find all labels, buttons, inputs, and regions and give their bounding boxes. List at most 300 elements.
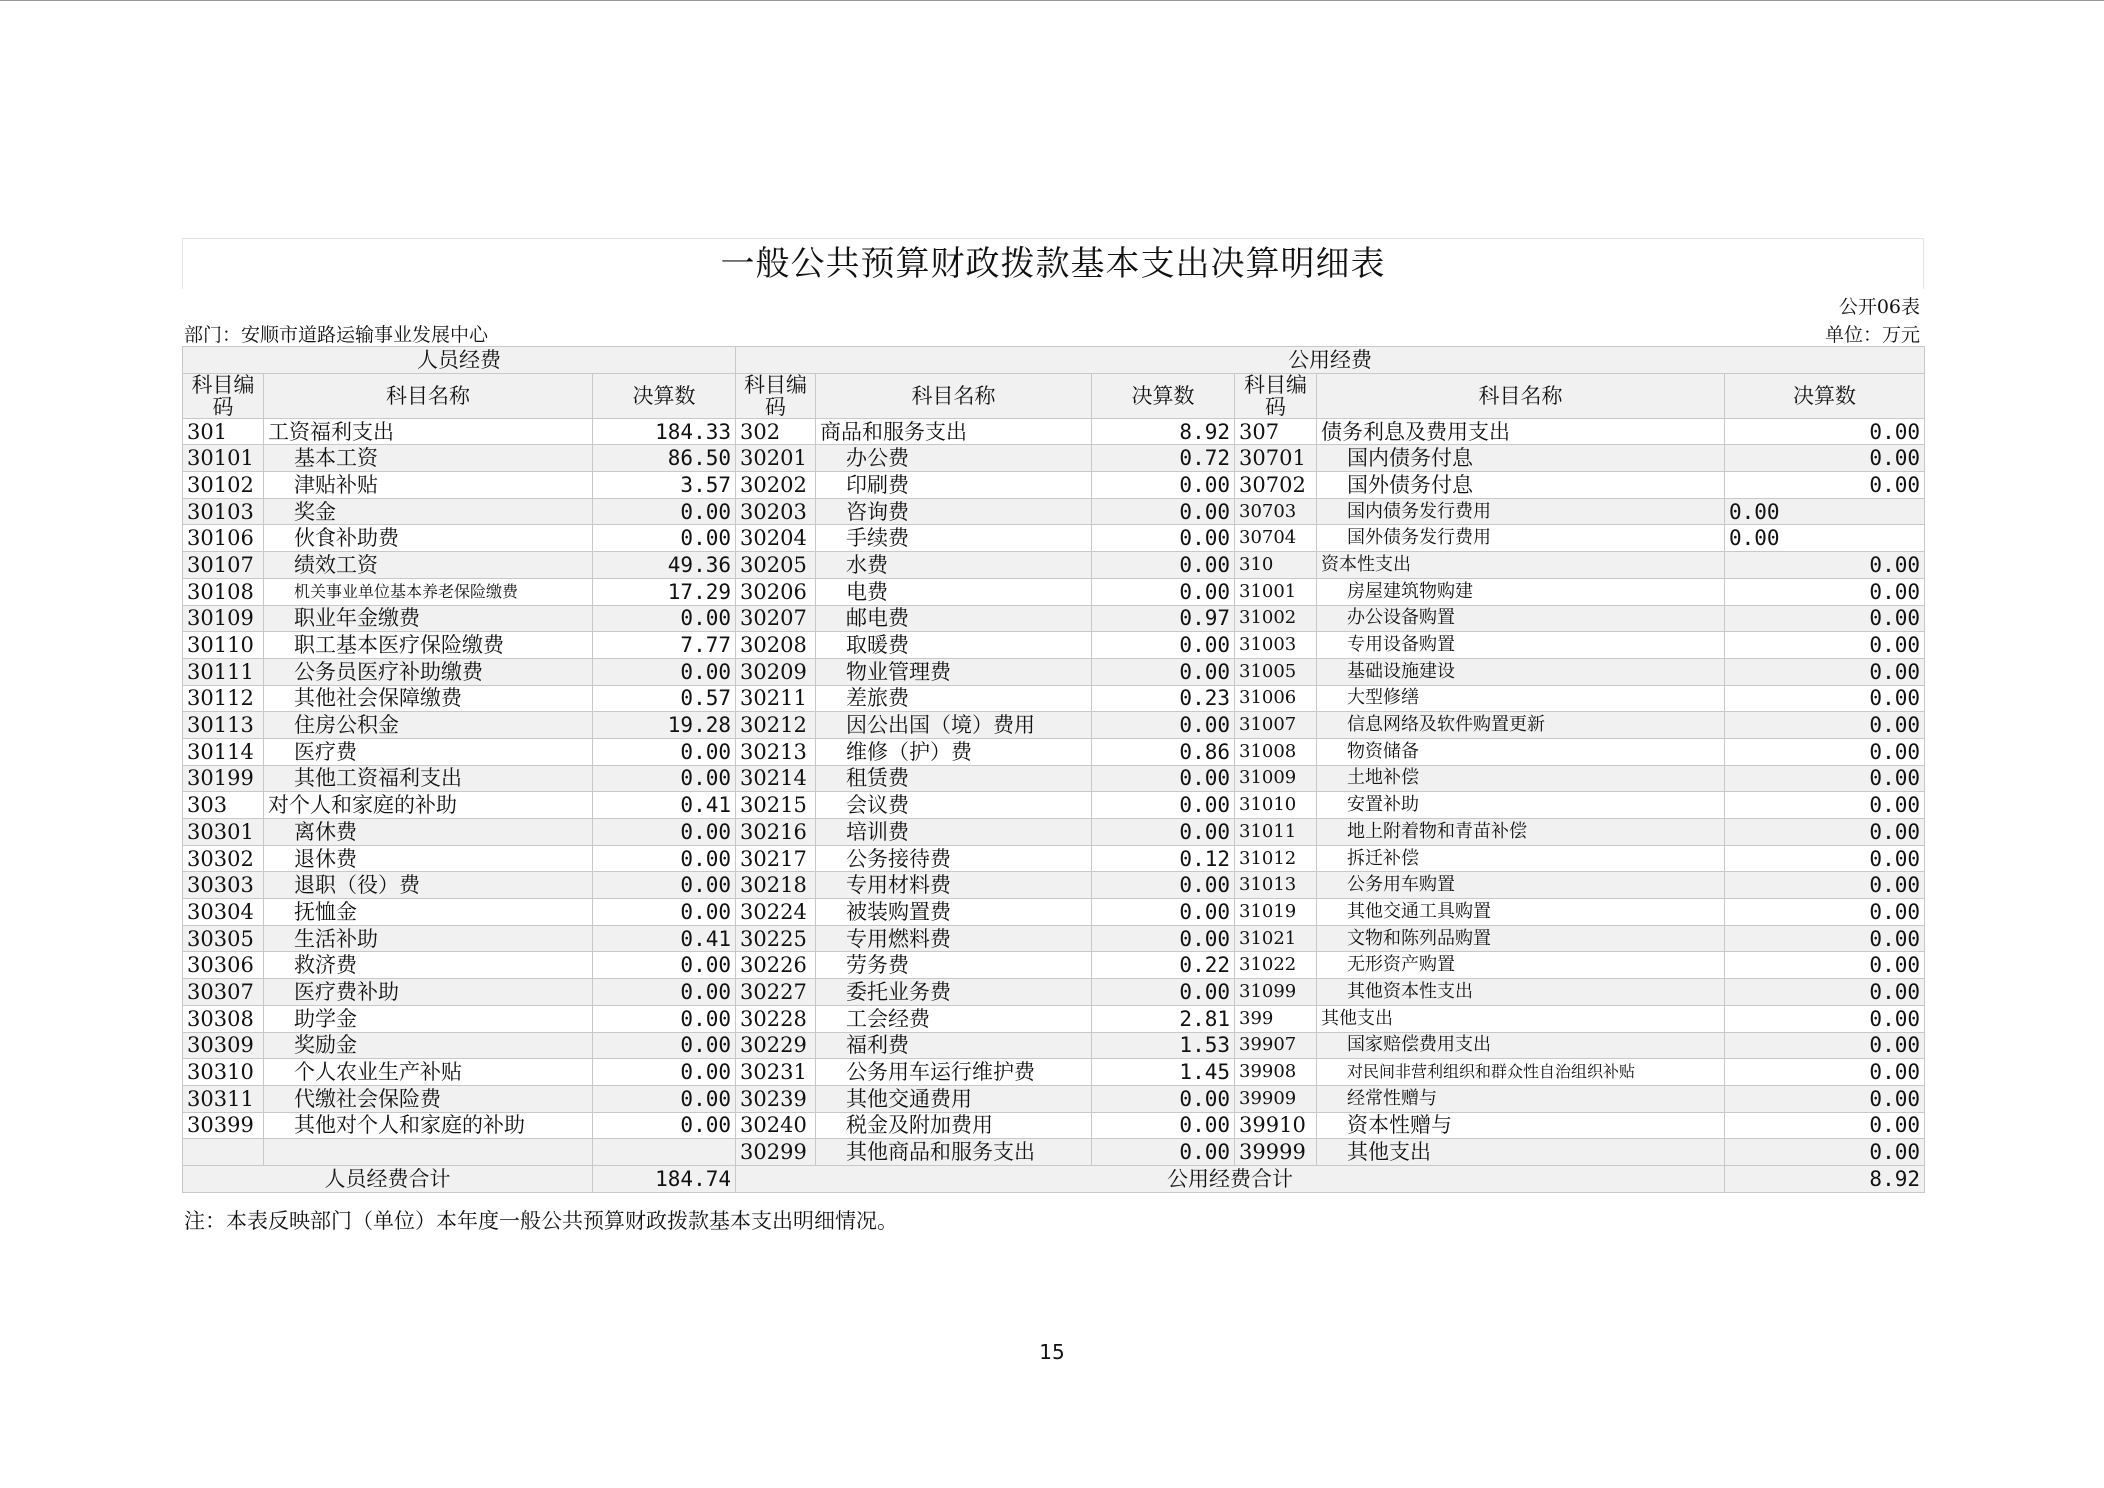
goods-code-cell: 30216 <box>736 819 816 846</box>
other-amount-cell: 0.00 <box>1725 1112 1925 1139</box>
goods-name-cell: 咨询费 <box>816 498 1092 525</box>
personnel-name-cell: 伙食补助费 <box>264 525 593 552</box>
goods-amount-cell: 0.00 <box>1092 632 1235 659</box>
other-code-cell: 31011 <box>1235 819 1317 846</box>
personnel-amount-cell: 184.33 <box>593 418 736 445</box>
personnel-code-cell: 30307 <box>183 979 264 1006</box>
other-name-cell: 专用设备购置 <box>1317 632 1725 659</box>
other-amount-cell: 0.00 <box>1725 445 1925 472</box>
personnel-total-label: 人员经费合计 <box>183 1165 593 1192</box>
public-total-value: 8.92 <box>1725 1165 1925 1192</box>
goods-amount-cell: 0.00 <box>1092 1112 1235 1139</box>
goods-amount-cell: 0.12 <box>1092 845 1235 872</box>
other-name-cell: 安置补助 <box>1317 792 1725 819</box>
goods-amount-cell: 0.00 <box>1092 925 1235 952</box>
table-row <box>183 552 1925 579</box>
name-header: 科目名称 <box>1317 373 1725 418</box>
goods-code-cell: 30203 <box>736 498 816 525</box>
other-name-cell: 其他支出 <box>1317 1005 1725 1032</box>
personnel-amount-cell: 0.00 <box>593 765 736 792</box>
personnel-amount-cell: 0.00 <box>593 1005 736 1032</box>
other-amount-cell: 0.00 <box>1725 498 1925 525</box>
goods-name-cell: 专用燃料费 <box>816 925 1092 952</box>
footnote: 注：本表反映部门（单位）本年度一般公共预算财政拨款基本支出明细情况。 <box>184 1209 898 1233</box>
goods-amount-cell: 1.45 <box>1092 1059 1235 1086</box>
other-amount-cell: 0.00 <box>1725 979 1925 1006</box>
other-code-cell: 39910 <box>1235 1112 1317 1139</box>
name-header: 科目名称 <box>264 373 593 418</box>
table-row <box>183 979 1925 1006</box>
goods-code-cell: 30228 <box>736 1005 816 1032</box>
goods-code-cell: 30201 <box>736 445 816 472</box>
table-row <box>183 605 1925 632</box>
personnel-amount-cell: 0.41 <box>593 925 736 952</box>
personnel-code-cell: 30306 <box>183 952 264 979</box>
other-name-cell: 大型修缮 <box>1317 685 1725 712</box>
goods-name-cell: 商品和服务支出 <box>816 418 1092 445</box>
personnel-name-cell: 离休费 <box>264 819 593 846</box>
other-code-cell: 399 <box>1235 1005 1317 1032</box>
personnel-code-cell: 30107 <box>183 552 264 579</box>
goods-amount-cell: 0.22 <box>1092 952 1235 979</box>
table-row <box>183 418 1925 445</box>
goods-amount-cell: 1.53 <box>1092 1032 1235 1059</box>
table-row <box>183 632 1925 659</box>
other-code-cell: 39909 <box>1235 1085 1317 1112</box>
personnel-code-cell: 30305 <box>183 925 264 952</box>
other-amount-cell: 0.00 <box>1725 525 1925 552</box>
other-name-cell: 对民间非营利组织和群众性自治组织补贴 <box>1317 1059 1725 1086</box>
other-code-cell: 31009 <box>1235 765 1317 792</box>
personnel-name-cell: 住房公积金 <box>264 712 593 739</box>
other-code-cell: 30702 <box>1235 472 1317 499</box>
personnel-code-cell: 303 <box>183 792 264 819</box>
table-row <box>183 1139 1925 1166</box>
personnel-code-cell: 30399 <box>183 1112 264 1139</box>
other-name-cell: 债务利息及费用支出 <box>1317 418 1725 445</box>
code-header: 科目编码 <box>1235 373 1317 418</box>
table-row <box>183 765 1925 792</box>
goods-amount-cell: 2.81 <box>1092 1005 1235 1032</box>
goods-amount-cell: 0.86 <box>1092 738 1235 765</box>
other-name-cell: 地上附着物和青苗补偿 <box>1317 819 1725 846</box>
other-code-cell: 31003 <box>1235 632 1317 659</box>
other-amount-cell: 0.00 <box>1725 738 1925 765</box>
goods-amount-cell: 0.00 <box>1092 578 1235 605</box>
other-code-cell: 31002 <box>1235 605 1317 632</box>
goods-name-cell: 办公费 <box>816 445 1092 472</box>
table-row <box>183 1005 1925 1032</box>
other-amount-cell: 0.00 <box>1725 418 1925 445</box>
personnel-code-cell: 30108 <box>183 578 264 605</box>
personnel-name-cell: 对个人和家庭的补助 <box>264 792 593 819</box>
goods-amount-cell: 0.00 <box>1092 472 1235 499</box>
goods-code-cell: 30213 <box>736 738 816 765</box>
other-code-cell: 39999 <box>1235 1139 1317 1166</box>
other-name-cell: 国内债务发行费用 <box>1317 498 1725 525</box>
goods-name-cell: 专用材料费 <box>816 872 1092 899</box>
goods-code-cell: 30226 <box>736 952 816 979</box>
personnel-amount-cell: 0.00 <box>593 819 736 846</box>
other-code-cell: 39908 <box>1235 1059 1317 1086</box>
personnel-code-cell: 30103 <box>183 498 264 525</box>
goods-amount-cell: 0.00 <box>1092 792 1235 819</box>
other-amount-cell: 0.00 <box>1725 872 1925 899</box>
goods-code-cell: 30204 <box>736 525 816 552</box>
personnel-name-cell: 工资福利支出 <box>264 418 593 445</box>
personnel-amount-cell: 0.00 <box>593 872 736 899</box>
unit-label: 单位：万元 <box>1824 324 1920 346</box>
other-name-cell: 文物和陈列品购置 <box>1317 925 1725 952</box>
goods-code-cell: 30209 <box>736 658 816 685</box>
other-name-cell: 土地补偿 <box>1317 765 1725 792</box>
table-row <box>183 1085 1925 1112</box>
goods-amount-cell: 0.00 <box>1092 765 1235 792</box>
goods-name-cell: 邮电费 <box>816 605 1092 632</box>
goods-amount-cell: 0.00 <box>1092 498 1235 525</box>
personnel-name-cell: 救济费 <box>264 952 593 979</box>
goods-amount-cell: 0.00 <box>1092 1085 1235 1112</box>
goods-name-cell: 取暖费 <box>816 632 1092 659</box>
personnel-total-value: 184.74 <box>593 1165 736 1192</box>
goods-name-cell: 公务用车运行维护费 <box>816 1059 1092 1086</box>
goods-name-cell: 物业管理费 <box>816 658 1092 685</box>
top-border <box>0 0 2104 1</box>
code-header: 科目编码 <box>183 373 264 418</box>
goods-code-cell: 302 <box>736 418 816 445</box>
amount-header: 决算数 <box>593 373 736 418</box>
personnel-name-cell: 奖励金 <box>264 1032 593 1059</box>
personnel-amount-cell: 86.50 <box>593 445 736 472</box>
goods-code-cell: 30239 <box>736 1085 816 1112</box>
other-name-cell: 国内债务付息 <box>1317 445 1725 472</box>
other-code-cell: 31007 <box>1235 712 1317 739</box>
other-name-cell: 房屋建筑物购建 <box>1317 578 1725 605</box>
other-name-cell: 信息网络及软件购置更新 <box>1317 712 1725 739</box>
other-amount-cell: 0.00 <box>1725 1085 1925 1112</box>
other-amount-cell: 0.00 <box>1725 819 1925 846</box>
other-name-cell: 经常性赠与 <box>1317 1085 1725 1112</box>
personnel-name-cell <box>264 1139 593 1166</box>
personnel-name-cell: 医疗费补助 <box>264 979 593 1006</box>
other-code-cell: 31099 <box>1235 979 1317 1006</box>
personnel-name-cell: 抚恤金 <box>264 899 593 926</box>
form-number: 公开06表 <box>1838 296 1920 318</box>
goods-amount-cell: 0.00 <box>1092 899 1235 926</box>
table-row <box>183 1059 1925 1086</box>
personnel-name-cell: 其他社会保障缴费 <box>264 685 593 712</box>
personnel-amount-cell: 0.00 <box>593 899 736 926</box>
personnel-amount-cell: 0.00 <box>593 845 736 872</box>
goods-name-cell: 公务接待费 <box>816 845 1092 872</box>
other-amount-cell: 0.00 <box>1725 578 1925 605</box>
other-amount-cell: 0.00 <box>1725 1005 1925 1032</box>
goods-code-cell: 30215 <box>736 792 816 819</box>
other-code-cell: 310 <box>1235 552 1317 579</box>
personnel-code-cell: 30304 <box>183 899 264 926</box>
table-row <box>183 472 1925 499</box>
goods-name-cell: 水费 <box>816 552 1092 579</box>
personnel-name-cell: 公务员医疗补助缴费 <box>264 658 593 685</box>
goods-amount-cell: 0.00 <box>1092 658 1235 685</box>
other-amount-cell: 0.00 <box>1725 658 1925 685</box>
goods-name-cell: 手续费 <box>816 525 1092 552</box>
goods-code-cell: 30206 <box>736 578 816 605</box>
goods-code-cell: 30224 <box>736 899 816 926</box>
other-code-cell: 31021 <box>1235 925 1317 952</box>
personnel-amount-cell: 0.00 <box>593 1032 736 1059</box>
goods-code-cell: 30229 <box>736 1032 816 1059</box>
code-header: 科目编码 <box>736 373 816 418</box>
table-row <box>183 845 1925 872</box>
personnel-amount-cell: 49.36 <box>593 552 736 579</box>
goods-amount-cell: 0.00 <box>1092 872 1235 899</box>
personnel-amount-cell: 0.00 <box>593 498 736 525</box>
goods-name-cell: 租赁费 <box>816 765 1092 792</box>
other-code-cell: 31010 <box>1235 792 1317 819</box>
goods-amount-cell: 0.00 <box>1092 979 1235 1006</box>
personnel-name-cell: 其他工资福利支出 <box>264 765 593 792</box>
other-name-cell: 拆迁补偿 <box>1317 845 1725 872</box>
other-name-cell: 其他资本性支出 <box>1317 979 1725 1006</box>
other-name-cell: 物资储备 <box>1317 738 1725 765</box>
goods-code-cell: 30208 <box>736 632 816 659</box>
goods-name-cell: 培训费 <box>816 819 1092 846</box>
other-amount-cell: 0.00 <box>1725 952 1925 979</box>
other-name-cell: 无形资产购置 <box>1317 952 1725 979</box>
personnel-name-cell: 助学金 <box>264 1005 593 1032</box>
other-name-cell: 国家赔偿费用支出 <box>1317 1032 1725 1059</box>
personnel-amount-cell: 7.77 <box>593 632 736 659</box>
personnel-name-cell: 奖金 <box>264 498 593 525</box>
personnel-code-cell: 30303 <box>183 872 264 899</box>
goods-name-cell: 差旅费 <box>816 685 1092 712</box>
goods-amount-cell: 0.97 <box>1092 605 1235 632</box>
personnel-amount-cell: 0.00 <box>593 738 736 765</box>
goods-name-cell: 劳务费 <box>816 952 1092 979</box>
other-amount-cell: 0.00 <box>1725 1032 1925 1059</box>
table-row <box>183 1032 1925 1059</box>
goods-amount-cell: 0.00 <box>1092 1139 1235 1166</box>
table-row <box>183 952 1925 979</box>
other-amount-cell: 0.00 <box>1725 845 1925 872</box>
other-amount-cell: 0.00 <box>1725 685 1925 712</box>
personnel-code-cell: 30106 <box>183 525 264 552</box>
goods-code-cell: 30231 <box>736 1059 816 1086</box>
other-amount-cell: 0.00 <box>1725 552 1925 579</box>
other-code-cell: 31001 <box>1235 578 1317 605</box>
table-row <box>183 872 1925 899</box>
personnel-code-cell: 30114 <box>183 738 264 765</box>
other-name-cell: 办公设备购置 <box>1317 605 1725 632</box>
goods-code-cell: 30205 <box>736 552 816 579</box>
goods-code-cell: 30202 <box>736 472 816 499</box>
personnel-amount-cell: 19.28 <box>593 712 736 739</box>
personnel-name-cell: 基本工资 <box>264 445 593 472</box>
expenditure-table <box>182 346 1925 1193</box>
personnel-amount-cell: 0.00 <box>593 1112 736 1139</box>
other-code-cell: 31005 <box>1235 658 1317 685</box>
personnel-name-cell: 退职（役）费 <box>264 872 593 899</box>
personnel-name-cell: 生活补助 <box>264 925 593 952</box>
other-name-cell: 资本性支出 <box>1317 552 1725 579</box>
goods-amount-cell: 0.00 <box>1092 525 1235 552</box>
other-amount-cell: 0.00 <box>1725 1059 1925 1086</box>
personnel-code-cell: 30113 <box>183 712 264 739</box>
personnel-name-cell: 津贴补贴 <box>264 472 593 499</box>
personnel-code-cell: 30309 <box>183 1032 264 1059</box>
personnel-amount-cell: 0.00 <box>593 605 736 632</box>
table-row <box>183 578 1925 605</box>
public-header: 公用经费 <box>736 347 1925 374</box>
table-row <box>183 525 1925 552</box>
table-row <box>183 658 1925 685</box>
goods-name-cell: 印刷费 <box>816 472 1092 499</box>
goods-amount-cell: 8.92 <box>1092 418 1235 445</box>
personnel-code-cell: 30308 <box>183 1005 264 1032</box>
table-row <box>183 792 1925 819</box>
personnel-code-cell: 30101 <box>183 445 264 472</box>
personnel-amount-cell: 0.00 <box>593 952 736 979</box>
other-code-cell: 30703 <box>1235 498 1317 525</box>
other-name-cell: 其他支出 <box>1317 1139 1725 1166</box>
other-code-cell: 307 <box>1235 418 1317 445</box>
personnel-name-cell: 个人农业生产补贴 <box>264 1059 593 1086</box>
personnel-amount-cell: 0.57 <box>593 685 736 712</box>
personnel-name-cell: 机关事业单位基本养老保险缴费 <box>264 578 593 605</box>
amount-header: 决算数 <box>1725 373 1925 418</box>
table-row <box>183 819 1925 846</box>
other-amount-cell: 0.00 <box>1725 605 1925 632</box>
other-name-cell: 公务用车购置 <box>1317 872 1725 899</box>
goods-name-cell: 维修（护）费 <box>816 738 1092 765</box>
personnel-amount-cell: 0.00 <box>593 979 736 1006</box>
personnel-code-cell: 30110 <box>183 632 264 659</box>
personnel-name-cell: 退休费 <box>264 845 593 872</box>
personnel-amount-cell: 0.00 <box>593 525 736 552</box>
personnel-name-cell: 其他对个人和家庭的补助 <box>264 1112 593 1139</box>
personnel-amount-cell: 0.00 <box>593 1059 736 1086</box>
page-title: 一般公共预算财政拨款基本支出决算明细表 <box>182 238 1924 289</box>
personnel-name-cell: 医疗费 <box>264 738 593 765</box>
goods-name-cell: 会议费 <box>816 792 1092 819</box>
goods-code-cell: 30211 <box>736 685 816 712</box>
goods-code-cell: 30240 <box>736 1112 816 1139</box>
amount-header: 决算数 <box>1092 373 1235 418</box>
other-name-cell: 资本性赠与 <box>1317 1112 1725 1139</box>
other-code-cell: 31019 <box>1235 899 1317 926</box>
page-number: 15 <box>1039 1340 1065 1364</box>
other-code-cell: 30704 <box>1235 525 1317 552</box>
personnel-amount-cell: 17.29 <box>593 578 736 605</box>
personnel-amount-cell: 3.57 <box>593 472 736 499</box>
personnel-header: 人员经费 <box>183 347 736 374</box>
personnel-code-cell: 30311 <box>183 1085 264 1112</box>
personnel-code-cell: 30199 <box>183 765 264 792</box>
personnel-code-cell: 30302 <box>183 845 264 872</box>
goods-amount-cell: 0.72 <box>1092 445 1235 472</box>
goods-name-cell: 被装购置费 <box>816 899 1092 926</box>
table-row <box>183 712 1925 739</box>
goods-code-cell: 30212 <box>736 712 816 739</box>
other-code-cell: 39907 <box>1235 1032 1317 1059</box>
other-amount-cell: 0.00 <box>1725 1139 1925 1166</box>
other-name-cell: 其他交通工具购置 <box>1317 899 1725 926</box>
goods-name-cell: 电费 <box>816 578 1092 605</box>
goods-name-cell: 因公出国（境）费用 <box>816 712 1092 739</box>
table-row <box>183 445 1925 472</box>
goods-amount-cell: 0.00 <box>1092 712 1235 739</box>
other-amount-cell: 0.00 <box>1725 899 1925 926</box>
goods-code-cell: 30299 <box>736 1139 816 1166</box>
personnel-name-cell: 代缴社会保险费 <box>264 1085 593 1112</box>
goods-name-cell: 委托业务费 <box>816 979 1092 1006</box>
goods-code-cell: 30218 <box>736 872 816 899</box>
personnel-code-cell <box>183 1139 264 1166</box>
goods-name-cell: 其他商品和服务支出 <box>816 1139 1092 1166</box>
other-code-cell: 31022 <box>1235 952 1317 979</box>
personnel-name-cell: 职工基本医疗保险缴费 <box>264 632 593 659</box>
table-row <box>183 498 1925 525</box>
personnel-name-cell: 职业年金缴费 <box>264 605 593 632</box>
personnel-amount-cell <box>593 1139 736 1166</box>
other-name-cell: 国外债务付息 <box>1317 472 1725 499</box>
goods-code-cell: 30217 <box>736 845 816 872</box>
goods-amount-cell: 0.23 <box>1092 685 1235 712</box>
table-row <box>183 899 1925 926</box>
personnel-code-cell: 30112 <box>183 685 264 712</box>
other-code-cell: 31013 <box>1235 872 1317 899</box>
goods-name-cell: 其他交通费用 <box>816 1085 1092 1112</box>
goods-amount-cell: 0.00 <box>1092 552 1235 579</box>
personnel-amount-cell: 0.00 <box>593 658 736 685</box>
other-code-cell: 31006 <box>1235 685 1317 712</box>
goods-code-cell: 30225 <box>736 925 816 952</box>
table-row <box>183 925 1925 952</box>
table-row <box>183 738 1925 765</box>
goods-name-cell: 工会经费 <box>816 1005 1092 1032</box>
personnel-code-cell: 301 <box>183 418 264 445</box>
goods-code-cell: 30207 <box>736 605 816 632</box>
goods-amount-cell: 0.00 <box>1092 819 1235 846</box>
personnel-code-cell: 30102 <box>183 472 264 499</box>
goods-name-cell: 福利费 <box>816 1032 1092 1059</box>
personnel-code-cell: 30301 <box>183 819 264 846</box>
other-amount-cell: 0.00 <box>1725 712 1925 739</box>
other-amount-cell: 0.00 <box>1725 765 1925 792</box>
other-name-cell: 国外债务发行费用 <box>1317 525 1725 552</box>
other-amount-cell: 0.00 <box>1725 925 1925 952</box>
other-code-cell: 31012 <box>1235 845 1317 872</box>
department-label: 部门：安顺市道路运输事业发展中心 <box>184 324 489 346</box>
personnel-amount-cell: 0.00 <box>593 1085 736 1112</box>
name-header: 科目名称 <box>816 373 1092 418</box>
other-code-cell: 31008 <box>1235 738 1317 765</box>
personnel-code-cell: 30109 <box>183 605 264 632</box>
table-row <box>183 685 1925 712</box>
other-code-cell: 30701 <box>1235 445 1317 472</box>
goods-name-cell: 税金及附加费用 <box>816 1112 1092 1139</box>
other-amount-cell: 0.00 <box>1725 472 1925 499</box>
other-amount-cell: 0.00 <box>1725 632 1925 659</box>
personnel-code-cell: 30310 <box>183 1059 264 1086</box>
table-row <box>183 1112 1925 1139</box>
goods-code-cell: 30227 <box>736 979 816 1006</box>
personnel-amount-cell: 0.41 <box>593 792 736 819</box>
other-amount-cell: 0.00 <box>1725 792 1925 819</box>
personnel-code-cell: 30111 <box>183 658 264 685</box>
personnel-name-cell: 绩效工资 <box>264 552 593 579</box>
